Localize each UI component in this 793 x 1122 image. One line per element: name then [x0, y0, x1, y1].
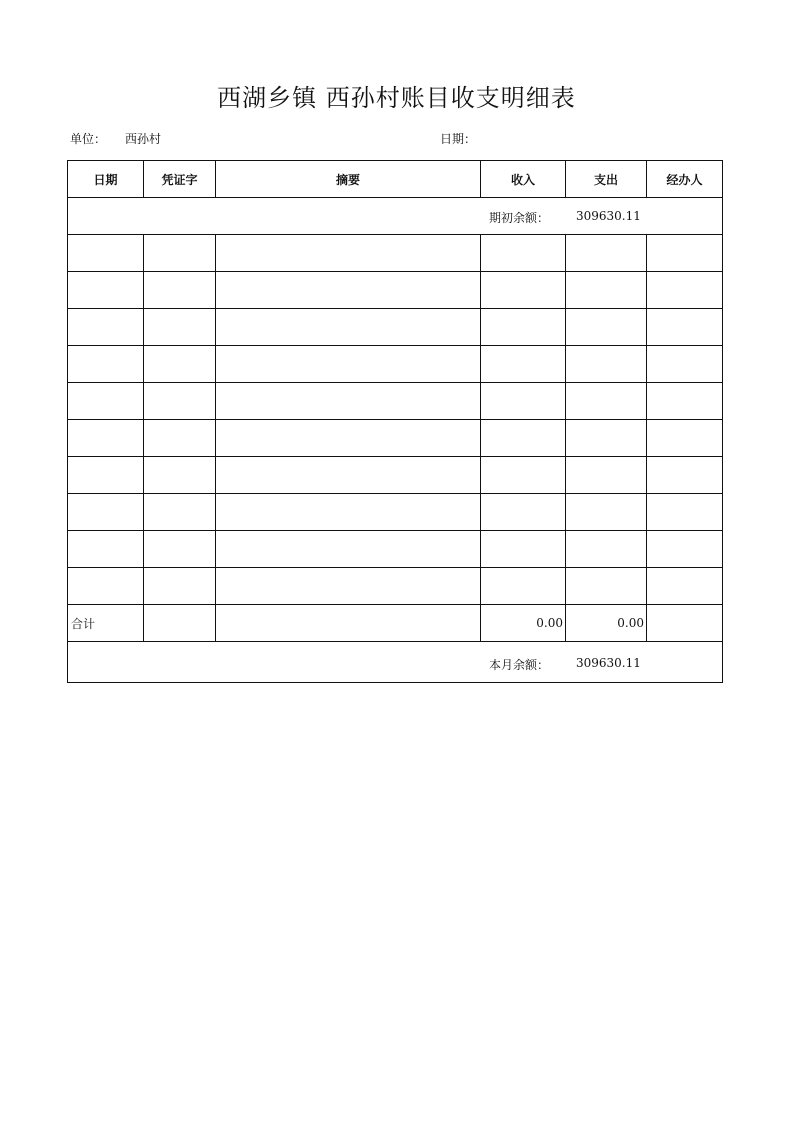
date-cell[interactable] — [68, 272, 144, 309]
voucher-cell[interactable] — [144, 494, 216, 531]
closing-balance-row — [68, 642, 723, 683]
income-cell[interactable] — [481, 383, 566, 420]
expense-cell[interactable] — [566, 272, 647, 309]
handler-cell[interactable] — [647, 568, 723, 605]
col-header-handler: 经办人 — [647, 161, 723, 198]
expense-cell[interactable] — [566, 309, 647, 346]
income-cell[interactable] — [481, 420, 566, 457]
expense-cell[interactable] — [566, 457, 647, 494]
expense-cell[interactable] — [566, 346, 647, 383]
date-cell[interactable] — [68, 420, 144, 457]
col-header-voucher: 凭证字 — [144, 161, 216, 198]
expense-cell[interactable] — [566, 383, 647, 420]
ledger-table — [67, 160, 723, 683]
voucher-cell[interactable] — [144, 309, 216, 346]
handler-cell[interactable] — [647, 346, 723, 383]
unit-label: 单位： — [70, 132, 107, 146]
col-header-date: 日期 — [68, 161, 144, 198]
table-row — [68, 272, 723, 309]
summary-cell[interactable] — [216, 531, 481, 568]
income-cell[interactable] — [481, 457, 566, 494]
handler-cell[interactable] — [647, 383, 723, 420]
voucher-cell[interactable] — [144, 383, 216, 420]
total-voucher-cell[interactable] — [144, 605, 216, 642]
date-cell[interactable] — [68, 309, 144, 346]
unit-value[interactable]: 西孙村 — [125, 132, 162, 146]
closing-balance-label: 本月余额： — [489, 658, 550, 672]
total-handler-cell[interactable] — [647, 605, 723, 642]
total-income: 0.00 — [481, 605, 566, 642]
date-label: 日期： — [440, 132, 477, 146]
col-header-expense: 支出 — [566, 161, 647, 198]
total-expense: 0.00 — [566, 605, 647, 642]
income-cell[interactable] — [481, 272, 566, 309]
date-cell[interactable] — [68, 457, 144, 494]
opening-balance-label: 期初余额： — [489, 211, 550, 225]
handler-cell[interactable] — [647, 457, 723, 494]
table-row — [68, 346, 723, 383]
table-row — [68, 531, 723, 568]
date-cell[interactable] — [68, 383, 144, 420]
table-row — [68, 420, 723, 457]
total-label: 合计 — [68, 605, 144, 642]
opening-balance-row — [68, 198, 723, 235]
summary-cell[interactable] — [216, 383, 481, 420]
date-cell[interactable] — [68, 235, 144, 272]
handler-cell[interactable] — [647, 272, 723, 309]
expense-cell[interactable] — [566, 494, 647, 531]
table-row — [68, 457, 723, 494]
handler-cell[interactable] — [647, 420, 723, 457]
closing-balance-value: 309630.11 — [576, 656, 641, 670]
summary-cell[interactable] — [216, 235, 481, 272]
income-cell[interactable] — [481, 531, 566, 568]
table-row — [68, 383, 723, 420]
closing-balance-cell — [68, 642, 723, 683]
voucher-cell[interactable] — [144, 235, 216, 272]
col-header-income: 收入 — [481, 161, 566, 198]
voucher-cell[interactable] — [144, 346, 216, 383]
summary-cell[interactable] — [216, 457, 481, 494]
summary-cell[interactable] — [216, 309, 481, 346]
income-cell[interactable] — [481, 346, 566, 383]
header-row — [68, 161, 723, 198]
page-title: 西湖乡镇 西孙村账目收支明细表 — [217, 84, 576, 112]
expense-cell[interactable] — [566, 568, 647, 605]
handler-cell[interactable] — [647, 494, 723, 531]
table-row — [68, 309, 723, 346]
date-cell[interactable] — [68, 568, 144, 605]
summary-cell[interactable] — [216, 272, 481, 309]
handler-cell[interactable] — [647, 235, 723, 272]
summary-cell[interactable] — [216, 494, 481, 531]
summary-cell[interactable] — [216, 420, 481, 457]
voucher-cell[interactable] — [144, 568, 216, 605]
date-cell[interactable] — [68, 346, 144, 383]
table-row — [68, 235, 723, 272]
income-cell[interactable] — [481, 494, 566, 531]
summary-cell[interactable] — [216, 568, 481, 605]
table-row — [68, 568, 723, 605]
voucher-cell[interactable] — [144, 457, 216, 494]
total-summary-cell[interactable] — [216, 605, 481, 642]
table-row — [68, 494, 723, 531]
income-cell[interactable] — [481, 235, 566, 272]
col-header-summary: 摘要 — [216, 161, 481, 198]
handler-cell[interactable] — [647, 309, 723, 346]
voucher-cell[interactable] — [144, 420, 216, 457]
expense-cell[interactable] — [566, 420, 647, 457]
voucher-cell[interactable] — [144, 531, 216, 568]
date-cell[interactable] — [68, 494, 144, 531]
opening-balance-cell — [68, 198, 723, 235]
expense-cell[interactable] — [566, 531, 647, 568]
summary-cell[interactable] — [216, 346, 481, 383]
date-cell[interactable] — [68, 531, 144, 568]
income-cell[interactable] — [481, 568, 566, 605]
handler-cell[interactable] — [647, 531, 723, 568]
voucher-cell[interactable] — [144, 272, 216, 309]
opening-balance-value: 309630.11 — [576, 209, 641, 223]
total-row — [68, 605, 723, 642]
expense-cell[interactable] — [566, 235, 647, 272]
income-cell[interactable] — [481, 309, 566, 346]
